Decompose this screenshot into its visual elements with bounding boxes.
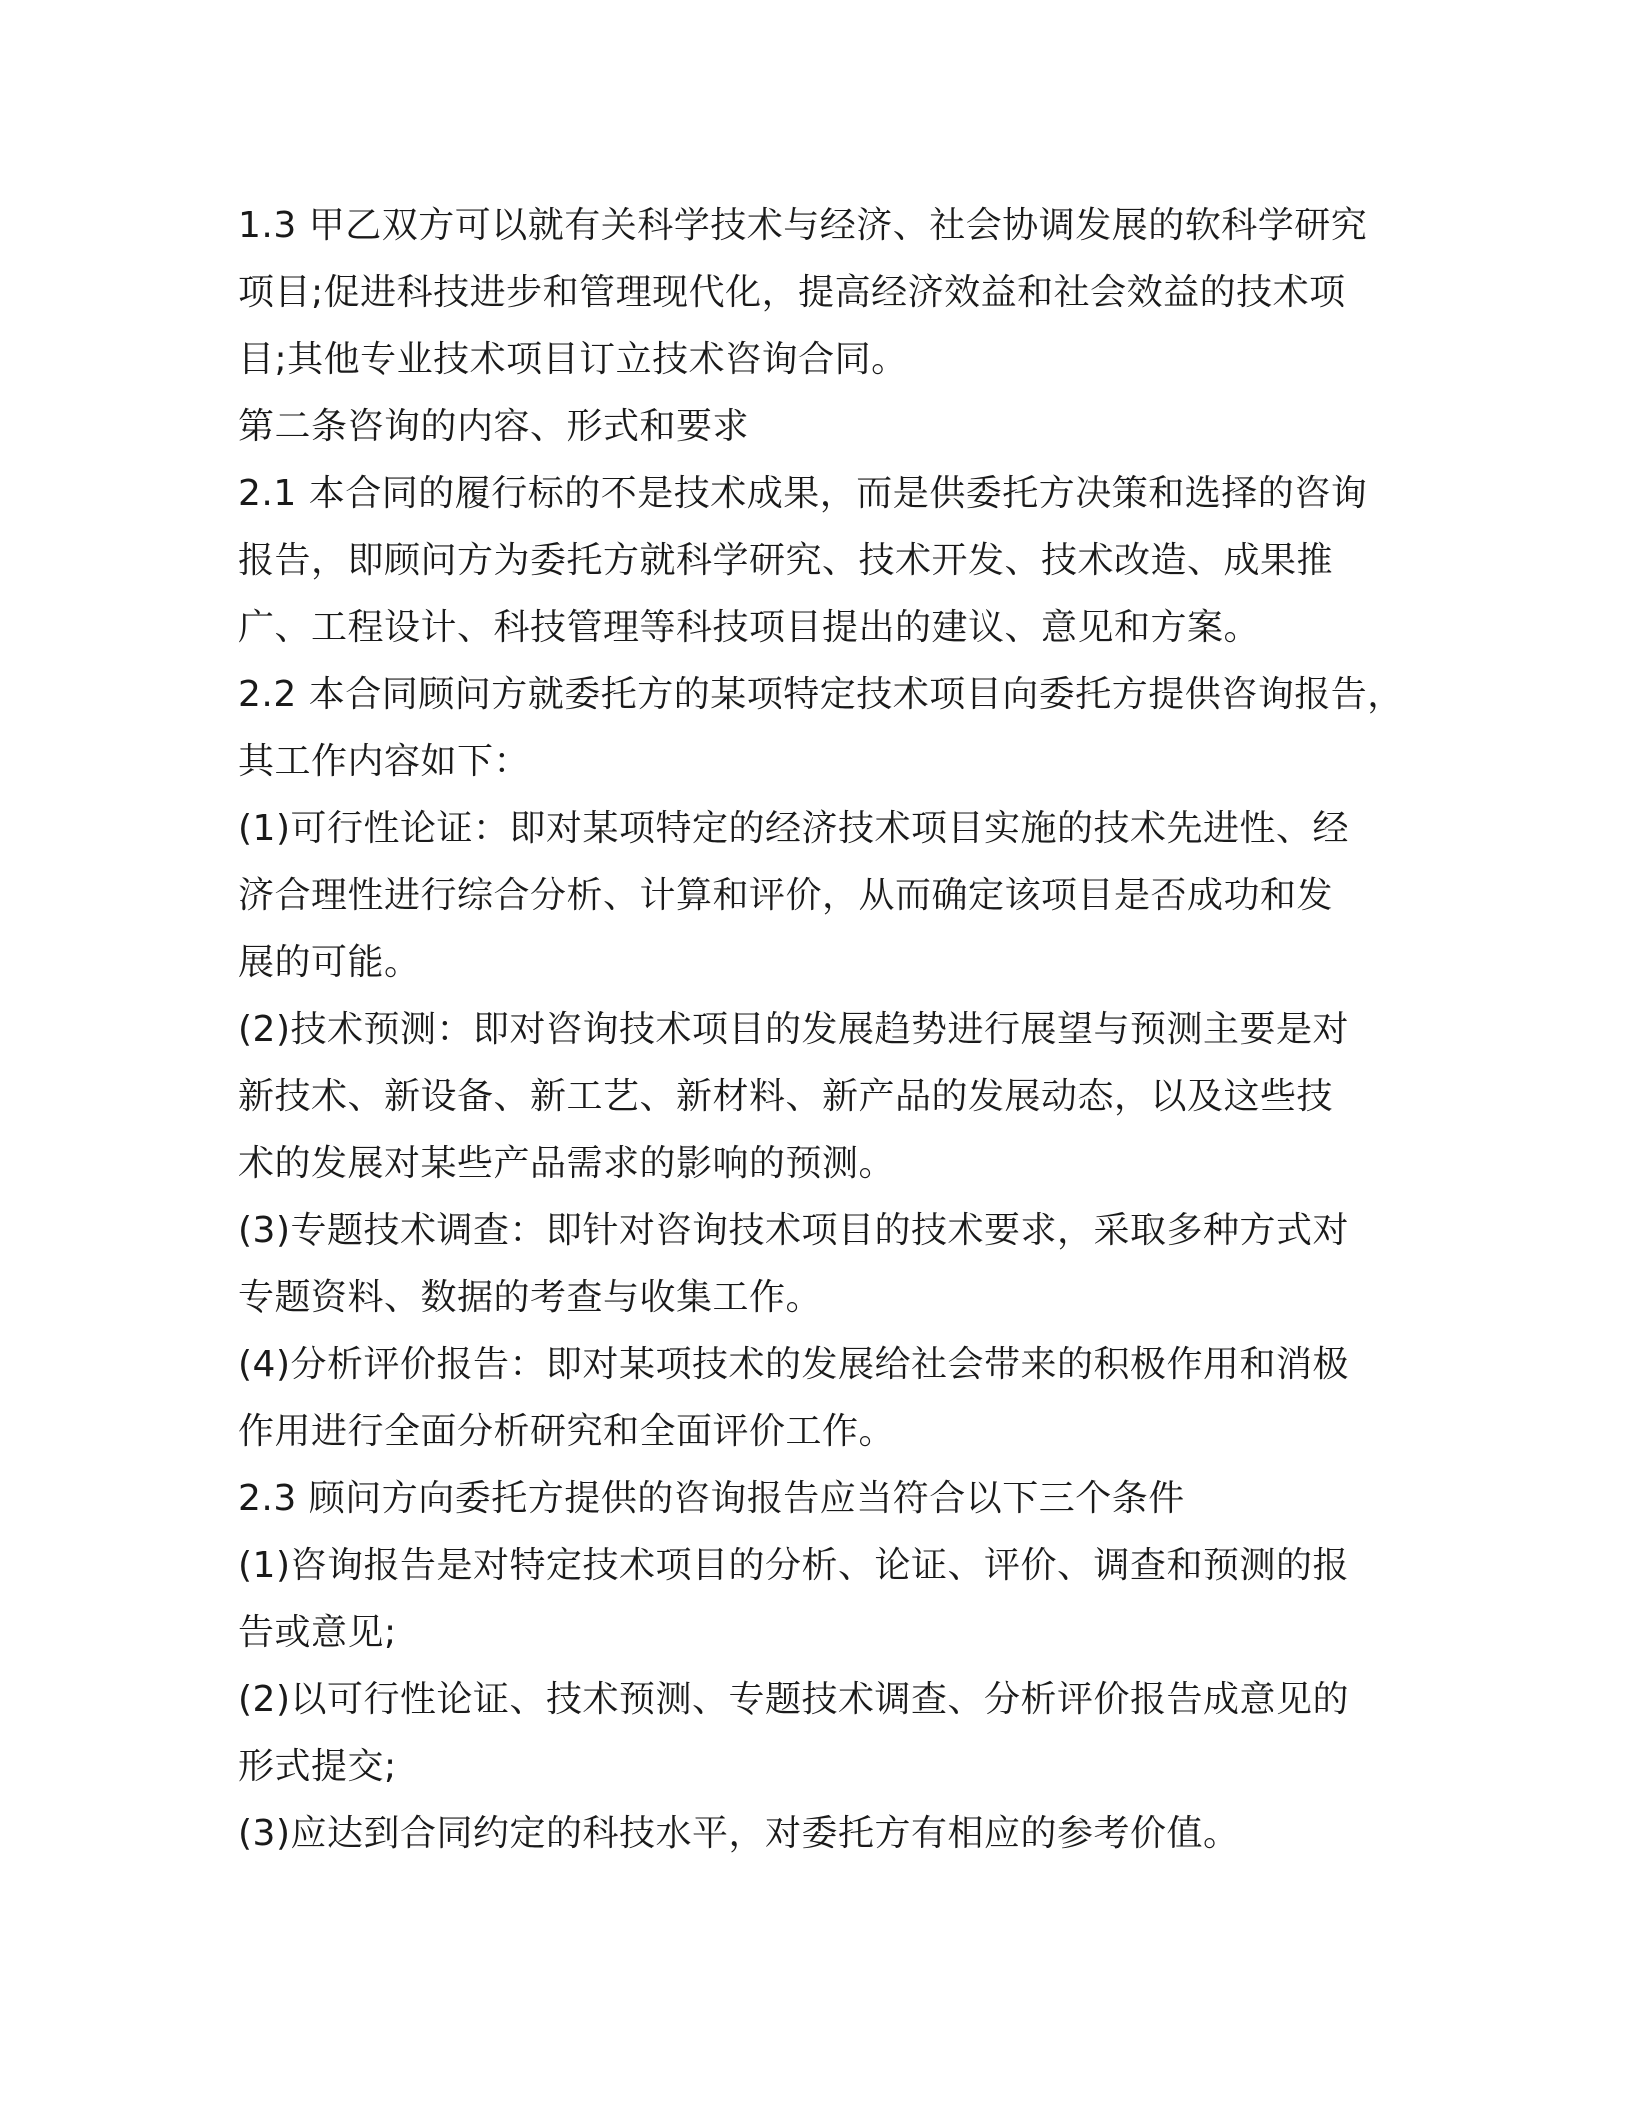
- text-line: 2.3 顾问方向委托方提供的咨询报告应当符合以下三个条件: [238, 1478, 1185, 1519]
- text-line: 作用进行全面分析研究和全面评价工作。: [238, 1411, 896, 1452]
- text-line: 广、工程设计、科技管理等科技项目提出的建议、意见和方案。: [238, 607, 1261, 648]
- text-line: (3)专题技术调查：即针对咨询技术项目的技术要求，采取多种方式对: [238, 1210, 1349, 1251]
- text-line: 新技术、新设备、新工艺、新材料、新产品的发展动态，以及这些技: [238, 1076, 1334, 1117]
- text-line: 专题资料、数据的考查与收集工作。: [238, 1277, 823, 1318]
- text-line: 其工作内容如下：: [238, 741, 531, 782]
- text-line: 1.3 甲乙双方可以就有关科学技术与经济、社会协调发展的软科学研究: [238, 205, 1368, 246]
- text-line: 报告，即顾问方为委托方就科学研究、技术开发、技术改造、成果推: [238, 540, 1334, 581]
- text-line: 形式提交;: [238, 1746, 397, 1787]
- text-line: 目;其他专业技术项目订立技术咨询合同。: [238, 339, 908, 380]
- text-line: (3)应达到合同约定的科技水平，对委托方有相应的参考价值。: [238, 1813, 1240, 1854]
- text-line: (4)分析评价报告：即对某项技术的发展给社会带来的积极作用和消极: [238, 1344, 1349, 1385]
- text-line: 告或意见;: [238, 1612, 397, 1653]
- text-line: 术的发展对某些产品需求的影响的预测。: [238, 1143, 896, 1184]
- text-line: (2)技术预测：即对咨询技术项目的发展趋势进行展望与预测主要是对: [238, 1009, 1349, 1050]
- text-line: 项目;促进科技进步和管理现代化，提高经济效益和社会效益的技术项: [238, 272, 1346, 313]
- text-line: (1)咨询报告是对特定技术项目的分析、论证、评价、调查和预测的报: [238, 1545, 1349, 1586]
- text-line: 2.1 本合同的履行标的不是技术成果，而是供委托方决策和选择的咨询: [238, 473, 1368, 514]
- text-line: 展的可能。: [238, 942, 421, 983]
- section-heading: 第二条咨询的内容、形式和要求: [238, 406, 750, 447]
- text-line: 2.2 本合同顾问方就委托方的某项特定技术项目向委托方提供咨询报告，: [238, 674, 1404, 715]
- text-line: (2)以可行性论证、技术预测、专题技术调查、分析评价报告成意见的: [238, 1679, 1349, 1720]
- text-line: (1)可行性论证：即对某项特定的经济技术项目实施的技术先进性、经: [238, 808, 1349, 849]
- text-line: 济合理性进行综合分析、计算和评价，从而确定该项目是否成功和发: [238, 875, 1334, 916]
- document-body: [238, 192, 1408, 1867]
